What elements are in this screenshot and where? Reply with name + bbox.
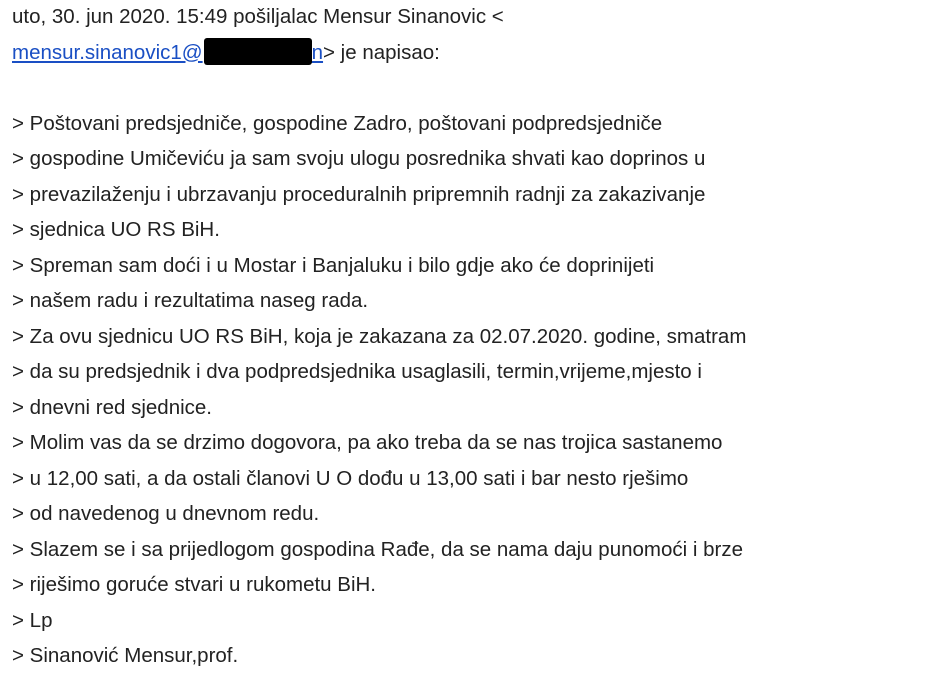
quoted-line: > sjednica UO RS BiH. (12, 218, 220, 241)
reply-header-line: uto, 30. jun 2020. 15:49 pošiljalac Mensur Sinanovic < (12, 5, 504, 28)
quoted-line: > prevazilaženju i ubrzavanju proceduralnih pripremnih radnji za zakazivanje (12, 182, 706, 206)
quoted-line: > Molim vas da se drzimo dogovora, pa ako treba da se nas trojica sastanemo (12, 431, 723, 454)
quoted-line: > Slazem se i sa prijedlogom gospodina Rađe, da se nama daju punomoći i brze (12, 537, 744, 561)
redaction-box (204, 38, 312, 65)
quoted-line: > Lp (12, 608, 53, 632)
quoted-line: > u 12,00 sati, a da ostali članovi U O dođu u 13,00 sati i bar nesto rješimo (12, 466, 689, 490)
sender-email-link[interactable] (12, 41, 323, 64)
quoted-line: > Sinanović Mensur,prof. (12, 644, 239, 667)
spacer (12, 70, 932, 106)
sender-email-visible: mensur.sinanovic1@ (12, 40, 203, 64)
quoted-line: > Za ovu sjednicu UO RS BiH, koja je zakazana za 02.07.2020. godine, smatram (12, 324, 747, 348)
quoted-line: > gospodine Umičeviću ja sam svoju ulogu posrednika shvati kao doprinos u (12, 147, 706, 170)
sender-email-tail: n (311, 40, 324, 64)
quoted-line: > Poštovani predsjedniče, gospodine Zadro, poštovani podpredsjedniče (12, 111, 663, 135)
quoted-line: > našem radu i rezultatima naseg rada. (12, 289, 369, 312)
email-quote-block (12, 0, 932, 674)
reply-header-suffix: > je napisao: (323, 40, 440, 64)
reply-header-email-line (12, 35, 932, 71)
quoted-line: > riješimo goruće stvari u rukometu BiH. (12, 573, 377, 596)
quoted-line: > dnevni red sjednice. (12, 395, 213, 419)
quoted-line: > da su predsjednik i dva podpredsjednika usaglasili, termin,vrijeme,mjesto i (12, 360, 702, 383)
quoted-line: > od navedenog u dnevnom redu. (12, 502, 320, 525)
quoted-line: > Spreman sam doći i u Mostar i Banjaluku i bilo gdje ako će doprinijeti (12, 253, 655, 277)
